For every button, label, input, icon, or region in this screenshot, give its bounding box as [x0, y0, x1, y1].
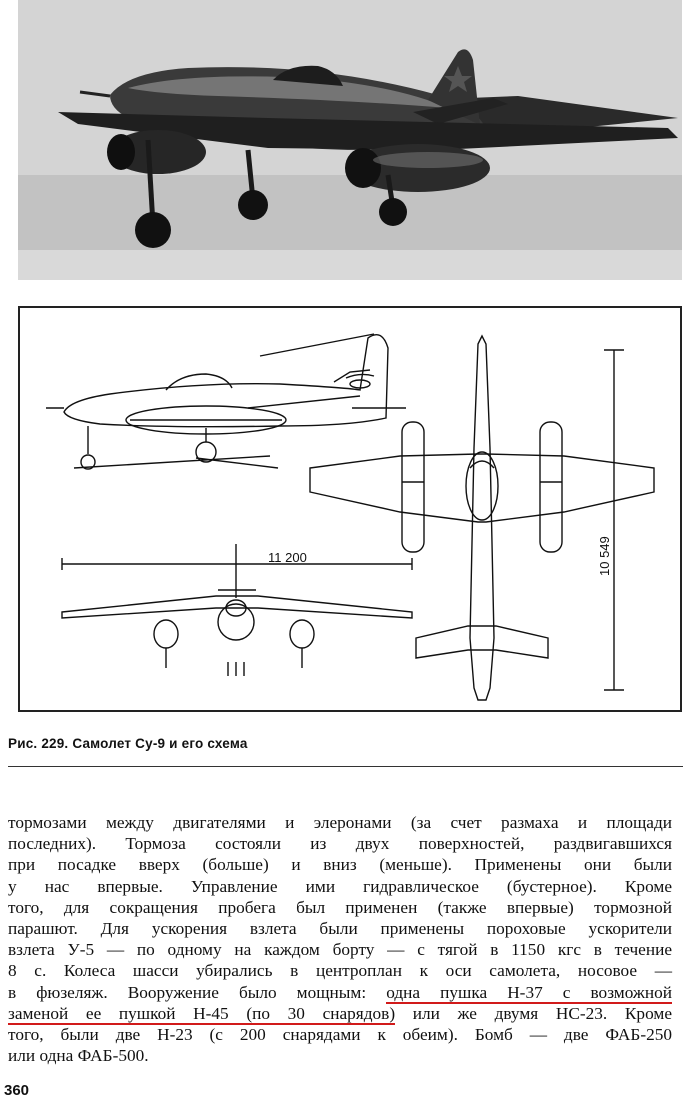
- front-view: [62, 544, 412, 676]
- text-line: парашют. Для ускорения взлета были применены пороховые ускорители: [8, 919, 672, 939]
- top-view: [310, 336, 654, 700]
- text-line: тормозами между двигателями и элеронами (за счет размаха и площади: [8, 813, 672, 832]
- text-line-mixed: [8, 982, 672, 1003]
- text-line: у нас впервые. Управление ими гидравлическое (бустерное). Кроме: [8, 876, 672, 896]
- figure-caption: Рис. 229. Самолет Су-9 и его схема: [8, 736, 248, 751]
- side-view: [46, 334, 406, 469]
- wingspan-label: 11 200: [268, 550, 307, 565]
- text-segment: в фюзеляж. Вооружение было мощным:: [8, 982, 367, 1002]
- text-line: или одна ФАБ-500.: [8, 1046, 149, 1066]
- text-line: взлета У-5 — по одному на каждом борту — с тягой в 1150 кгс в течение: [8, 940, 672, 960]
- scheme-drawing: [20, 308, 680, 710]
- text-line: при посадке вверх (больше) и вниз (меньше). Применены они были: [8, 855, 672, 875]
- aircraft-photo-drawing: [18, 0, 682, 280]
- page-number: 360: [4, 1082, 30, 1099]
- text-line: того, были две Н-23 (с 200 снарядами к обеим). Бомб — две ФАБ-250: [8, 1025, 672, 1045]
- length-label: 10 549: [597, 536, 612, 576]
- aircraft-photo: [18, 0, 682, 280]
- highlighted-text: заменой ее пушкой Н-45 (по 30 снарядов): [8, 1003, 396, 1023]
- aircraft-scheme: [18, 306, 682, 712]
- highlighted-text: одна пушка Н-37 с возможной: [386, 982, 672, 1002]
- body-text: [8, 812, 672, 1066]
- text-line: последних). Тормоза состояли из двух поверхностей, раздвигавшихся: [8, 834, 672, 854]
- text-line: того, для сокращения пробега был применен (также впервые) тормозной: [8, 897, 672, 917]
- text-line: 8 с. Колеса шасси убирались в центроплан к оси самолета, носовое —: [8, 961, 672, 981]
- text-segment: или же двумя НС-23. Кроме: [395, 1003, 672, 1023]
- text-line-mixed: [8, 1003, 672, 1024]
- divider: [8, 766, 683, 767]
